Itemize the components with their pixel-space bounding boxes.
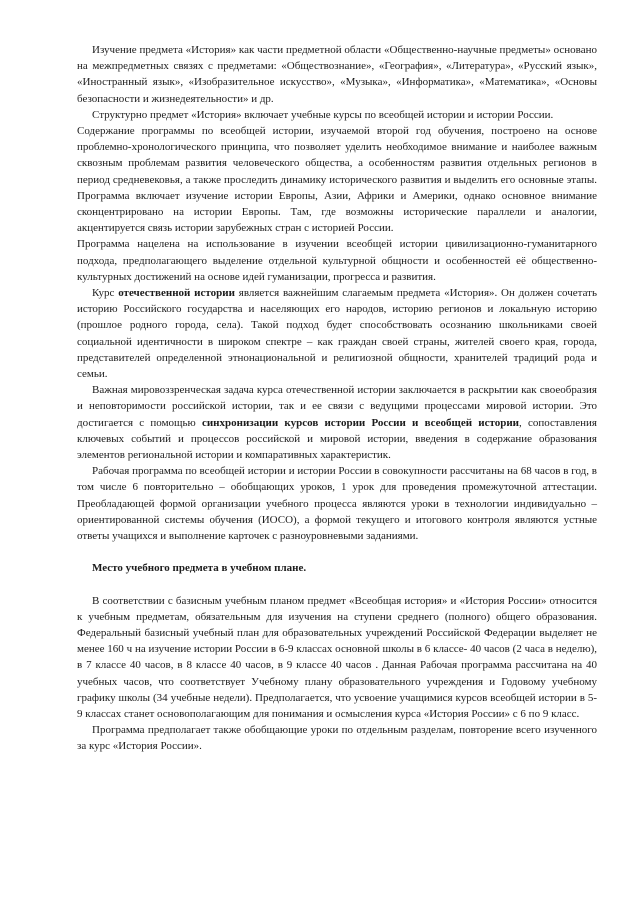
paragraph-structure: Структурно предмет «История» включает учебные курсы по всеобщей истории и истории России. — [92, 108, 554, 121]
text-run: , сопоставления ключевых событий и процессов российской и мировой истории, введения в содержание образования элементов региональной истории и компаративных характеристик. — [77, 416, 597, 462]
text-run: Важная мировоззренческая задача курса отечественной истории заключается в раскрытии как своеобразия и неповторимости российской истории, так и ее связи с ведущими процессами мировой истории. Это достигается с помощью — [77, 384, 597, 429]
paragraph-national-history — [77, 285, 597, 382]
document-page — [77, 42, 597, 755]
paragraph-world-history-content: Содержание программы по всеобщей истории, изучаемой второй год обучения, построено на основе проблемно-хронологического принципа, что позволяет уделить необходимое внимание и наиболее важным сквозным проблемам развития человеческого общества, а особенностям развития отдельных регионов в период средневековья, а также проследить динамику исторического развития и выделить его основные этапы. Программа включает изучение истории Европы, Азии, Африки и Америки, однако основное внимание сконцентрировано на истории Европы. Там, где возможны исторические параллели и аналогии, акцентируется связь истории зарубежных стран с историей России. — [77, 125, 597, 235]
paragraph-program-approach: Программа нацелена на использование в изучении всеобщей истории цивилизационно-гуманитарного подхода, предполагающего выделение отдельной культурной общности и особенностей её общественно-культурных достижений на основе идей гуманизации, прогресса и развития. — [77, 238, 597, 283]
bold-term: синхронизации курсов истории России и всеобщей истории — [201, 416, 520, 429]
text-run: является важнейшим слагаемым предмета «История». Он должен сочетать историю Российского государства и населяющих его народов, историю регионов и локальную историю (прошлое родного города, села). Такой подход будет способствовать осознанию школьниками своей социальной идентичности в широком спектре – как граждан своей страны, жителей своего края, города, представителей определенной этнонациональной и религиозной общности, хранителей традиций рода и семьи. — [77, 287, 597, 381]
paragraph-work-program: Рабочая программа по всеобщей истории и истории России в совокупности рассчитаны на 68 часов в год, в том числе 6 повторительно – обобщающих уроков, 1 урок для проведения промежуточной аттестации. Преобладающей формой организации учебного процесса являются уроки в технологии индивидуально – ориентированной системы обучения (ИОСО), а формой текущего и итогового контроля являются устные ответы учащихся и выполнение карточек с разноуровневыми заданиями. — [77, 465, 597, 543]
paragraph-curriculum: В соответствии с базисным учебным планом предмет «Всеобщая история» и «История России» относится к учебным предметам, обязательным для изучения на ступени среднего (полного) общего образования. Федеральный базисный учебный план для образовательных учреждений Российской Федерации выделяет не менее 160 ч на изучение истории России в 6-9 классах основной школы в 6 классе- 40 часов (2 часа в неделю), в 7 классе 40 часов, в 8 классе 40 часов, в 9 классе 40 часов . Данная Рабочая программа рассчитана на 40 учебных часов, что соответствует Учебному плану образовательного учреждения и Годовому учебному графику школы (34 учебные недели). Предполагается, что усвоение учащимися курсов всеобщей истории в 5-9 классах станет основополагающим для понимания и осмысления курса «История России» с 6 по 9 класс. — [77, 594, 597, 720]
section-heading: Место учебного предмета в учебном плане. — [92, 562, 307, 575]
text-run: Курс — [92, 287, 119, 300]
paragraph-worldview-task — [77, 382, 597, 463]
paragraph-summary-lessons: Программа предполагает также обобщающие уроки по отдельным разделам, повторение всего изученного за курс «История России». — [77, 724, 597, 753]
paragraph-intro: Изучение предмета «История» как части предметной области «Общественно-научные предметы» основано на межпредметных связях с предметами: «Обществознание», «География», «Литература», «Русский язык», «Иностранный язык», «Изобразительное искусство», «Музыка», «Информатика», «Математика», «Основы безопасности и жизнедеятельности» и др. — [77, 44, 597, 105]
bold-term: отечественной истории — [118, 287, 235, 300]
